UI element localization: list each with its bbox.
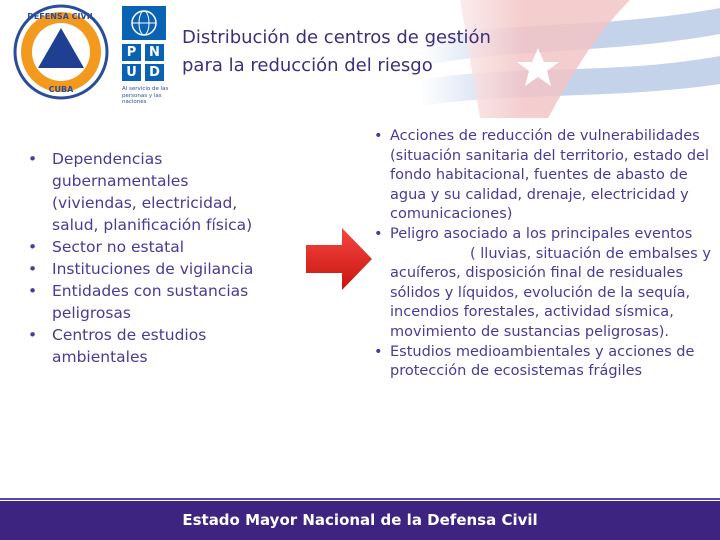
- footer-text: Estado Mayor Nacional de la Defensa Civil: [182, 511, 538, 529]
- logo-top-text: DEFENSA CIVIL: [27, 12, 95, 21]
- right-list-item: [372, 225, 712, 343]
- footer-bar: [0, 501, 720, 540]
- undp-letter-u: U: [122, 64, 141, 81]
- slide-title: [182, 24, 582, 80]
- undp-letter-n: N: [145, 44, 164, 61]
- right-list-item: • Estudios medioambientales y acciones de protección de ecosistemas frágiles: [372, 343, 712, 382]
- left-list-item: • Dependencias gubernamentales (viviendas, electricidad, salud, planificación física): [26, 148, 254, 236]
- undp-globe-icon: [122, 6, 166, 40]
- left-list-item: • Instituciones de vigilancia: [26, 258, 254, 280]
- title-line-2: para la reducción del riesgo: [182, 55, 433, 76]
- undp-logo: [122, 6, 168, 106]
- right-list-item: • Acciones de reducción de vulnerabilidades (situación sanitaria del territorio, estado del fondo habitacional, fuentes de abasto de agua y su calidad, drenaje, electricidad y comunicaciones): [372, 127, 712, 225]
- undp-letter-d: D: [145, 64, 164, 81]
- undp-caption: Al servicio de las personas y las naciones: [122, 86, 169, 105]
- defensa-civil-logo: [12, 2, 110, 104]
- undp-letter-p: P: [122, 44, 141, 61]
- left-list-item: • Entidades con sustancias peligrosas: [26, 280, 254, 324]
- title-line-1: Distribución de centros de gestión: [182, 27, 491, 48]
- right-list-item-detail: ( lluvias, situación de embalses y acuíferos, disposición final de residuales sólidos y líquidos, evolución de la sequía, incendios forestales, actividad sísmica, movimiento de sustancias peligrosas).: [390, 245, 711, 340]
- right-arrow-icon: [306, 228, 372, 290]
- logo-bottom-text: CUBA: [48, 85, 74, 94]
- left-list-item: • Centros de estudios ambientales: [26, 324, 254, 368]
- right-list-item-lead: Peligro asociado a los principales eventos: [390, 225, 693, 242]
- left-bullet-list: [26, 148, 254, 368]
- right-bullet-list: [372, 127, 712, 382]
- footer-divider: [0, 498, 720, 500]
- left-list-item: • Sector no estatal: [26, 236, 254, 258]
